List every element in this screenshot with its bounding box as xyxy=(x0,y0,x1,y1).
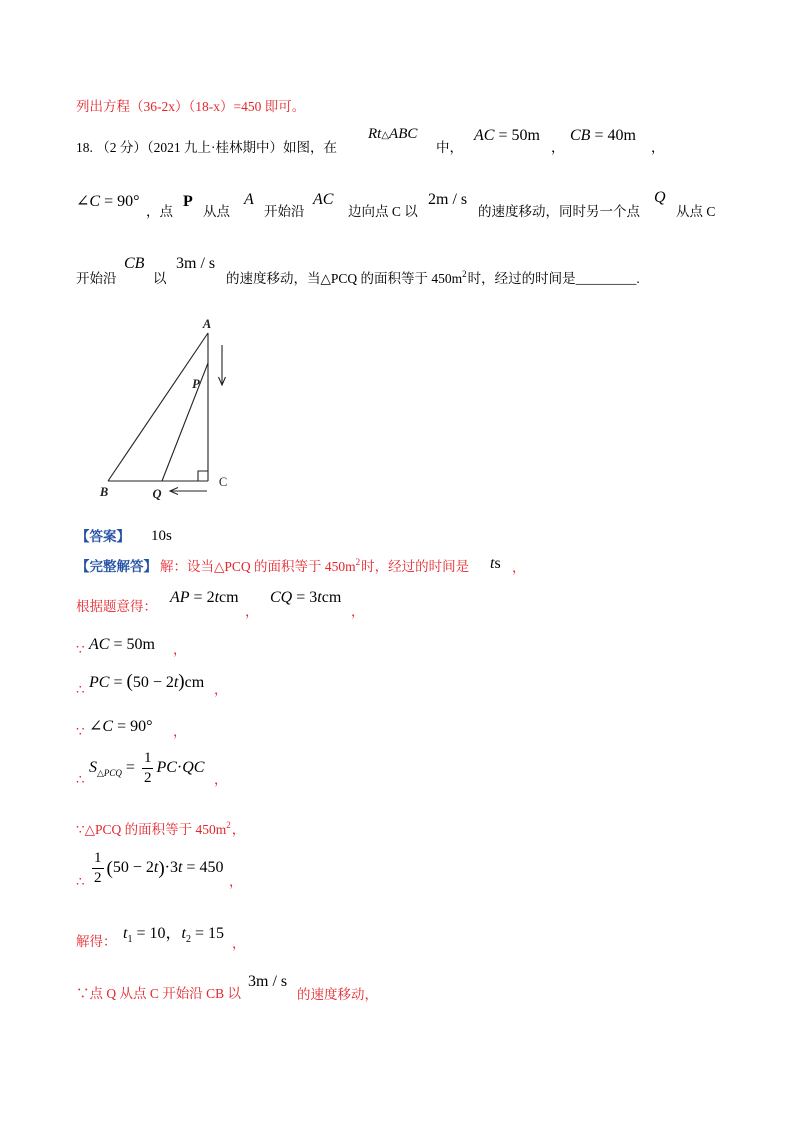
math-value: = 50m xyxy=(109,636,155,653)
math-value: = 3 xyxy=(292,589,318,606)
fraction-one-half xyxy=(142,751,154,786)
fraction-one-half xyxy=(92,851,104,886)
math-value: 50 − 2 xyxy=(132,674,174,691)
math-var-t: t xyxy=(317,589,322,606)
math-unit-cm: cm xyxy=(219,589,239,606)
punctuation-comma: ， xyxy=(232,936,246,951)
angle-symbol: ∠ xyxy=(89,718,103,735)
label-point-a: A xyxy=(202,317,212,331)
punctuation-comma: ， xyxy=(231,822,246,837)
superscript-2: 2 xyxy=(462,269,467,279)
punctuation-comma: ， xyxy=(173,642,187,657)
segment-ab xyxy=(108,333,208,481)
label-point-p: P xyxy=(192,377,200,391)
math-value: = 90° xyxy=(113,718,153,735)
fraction-numerator: 1 xyxy=(142,751,154,769)
therefore-symbol: ∴ xyxy=(76,874,85,889)
math-area-equation xyxy=(89,850,223,886)
question-text: 从点 xyxy=(203,204,230,219)
math-unit-cm: cm xyxy=(321,589,342,606)
superscript-2: 2 xyxy=(226,820,231,830)
triangle-symbol: △ xyxy=(381,130,390,141)
math-var-cq: CQ xyxy=(270,589,293,606)
fraction-numerator: 1 xyxy=(92,851,104,869)
right-angle-mark xyxy=(198,471,208,481)
solution-text: 根据题意得： xyxy=(76,599,157,614)
question-text: 开始沿 xyxy=(264,204,305,219)
question-text: 的速度移动，当△PCQ 的面积等于 450m xyxy=(226,271,463,286)
punctuation-comma: ， xyxy=(651,140,665,155)
label-point-b: B xyxy=(99,485,109,499)
math-var-c: C xyxy=(102,718,114,735)
math-value: = 10， xyxy=(132,925,182,942)
math-value: 50 − 2 xyxy=(112,859,154,876)
math-var-cb: CB xyxy=(570,127,591,144)
math-value: = 2 xyxy=(189,589,215,606)
solution-step-7 xyxy=(76,820,246,837)
math-point-q: Q xyxy=(654,189,666,206)
because-symbol: ∵ xyxy=(76,642,85,657)
math-equals: = xyxy=(109,674,127,691)
solution-text: 解得： xyxy=(76,934,117,949)
solution-text: 的速度移动， xyxy=(297,987,378,1002)
question-prompt xyxy=(226,269,640,286)
math-segment-ac: AC xyxy=(313,191,334,208)
math-var-t: t xyxy=(181,925,186,942)
math-var-t: t xyxy=(173,674,179,691)
math-var-s: S xyxy=(89,759,97,776)
math-var-ac: AC xyxy=(474,127,495,144)
solution-text: ∵△PCQ 的面积等于 450m xyxy=(76,822,227,837)
math-time-ts xyxy=(490,556,501,572)
punctuation-comma: ， xyxy=(351,604,365,619)
triangle-figure xyxy=(90,310,250,510)
solution-step-1 xyxy=(160,557,470,574)
punctuation-comma: ， xyxy=(173,724,187,739)
label-point-c: C xyxy=(218,475,228,489)
math-point-p: P xyxy=(183,193,193,210)
math-unit-s: s xyxy=(494,555,501,572)
superscript-2: 2 xyxy=(355,557,361,567)
question-text: 边向点 C 以 xyxy=(348,204,418,219)
punctuation-comma: ， xyxy=(229,874,243,889)
math-value-90-degrees: = 90° xyxy=(100,193,140,210)
math-solutions xyxy=(123,925,224,945)
math-value: ·3 xyxy=(164,859,178,876)
math-cq-equation xyxy=(270,590,341,606)
question-text: 以 xyxy=(153,271,167,286)
left-parenthesis: ( xyxy=(106,857,113,879)
math-speed-q: 3m / s xyxy=(176,255,216,272)
answer-blank: _________ xyxy=(575,271,637,286)
punctuation-comma: ， xyxy=(214,682,228,697)
punctuation-comma: ， xyxy=(551,140,565,155)
math-equals: = xyxy=(121,759,139,776)
right-parenthesis: ) xyxy=(158,857,165,879)
therefore-symbol: ∴ xyxy=(76,682,85,697)
question-text: 开始沿 xyxy=(76,271,117,286)
math-var-qc: QC xyxy=(182,759,205,776)
punctuation-comma: ， xyxy=(512,560,526,575)
math-dot: · xyxy=(176,759,183,776)
math-var-ap: AP xyxy=(170,589,190,606)
math-var-ac: AC xyxy=(89,636,110,653)
math-var-t: t xyxy=(177,859,183,876)
math-var-pc: PC xyxy=(89,674,110,691)
math-pc-equation xyxy=(89,672,204,691)
math-ap-equation xyxy=(170,590,239,606)
math-var-t: t xyxy=(490,555,495,572)
math-value: = 15 xyxy=(190,925,224,942)
answer-label: 【答案】 xyxy=(76,529,130,544)
math-angle-c xyxy=(76,194,140,210)
solution-text: 时，经过的时间是 xyxy=(361,559,470,574)
question-text-zhong: 中， xyxy=(436,140,463,155)
math-value-40m: = 40m xyxy=(590,127,636,144)
answer-value: 10s xyxy=(151,528,172,544)
question-header: 18. （2 分）（2021 九上·桂林期中）如图，在 xyxy=(76,140,337,155)
label-point-q: Q xyxy=(152,487,162,501)
math-value: = 450 xyxy=(182,859,224,876)
subscript-triangle-pcq: △PCQ xyxy=(97,767,122,778)
question-text: 从点 C xyxy=(676,204,716,219)
math-unit-cm: cm xyxy=(184,674,205,691)
math-var-t: t xyxy=(214,589,220,606)
segment-pq xyxy=(162,363,208,481)
fraction-denominator: 2 xyxy=(94,869,102,886)
solution-label: 【完整解答】 xyxy=(76,559,157,574)
question-end-period: . xyxy=(636,271,640,286)
punctuation-comma: ， xyxy=(214,772,228,787)
math-var-t: t xyxy=(153,859,159,876)
math-ac-length xyxy=(89,637,155,653)
previous-solution-conclusion: 列出方程（36-2x）（18-x）=450 即可。 xyxy=(76,99,306,114)
math-right-triangle-abc xyxy=(368,127,417,142)
math-point-a: A xyxy=(244,191,254,208)
solution-text: ∵点 Q 从点 C 开始沿 CB 以 xyxy=(76,986,242,1001)
math-speed-p: 2m / s xyxy=(428,191,468,208)
math-speed-q: 3m / s xyxy=(248,973,288,990)
math-var-pc: PC xyxy=(156,759,177,776)
math-rt: Rt xyxy=(368,126,382,142)
question-text: 时，经过的时间是 xyxy=(467,271,576,286)
subscript-1: 1 xyxy=(127,934,133,945)
math-var-c: C xyxy=(89,193,101,210)
math-var-t: t xyxy=(123,925,128,942)
question-text: ，点 xyxy=(146,204,173,219)
math-value-50m: = 50m xyxy=(494,127,540,144)
because-symbol: ∵ xyxy=(76,724,85,739)
punctuation-comma: ， xyxy=(245,604,259,619)
therefore-symbol: ∴ xyxy=(76,772,85,787)
subscript-2: 2 xyxy=(185,934,191,945)
math-segment-cb: CB xyxy=(124,255,145,272)
math-cb-length xyxy=(570,128,636,144)
math-area-formula xyxy=(89,750,204,786)
solution-text: 解：设当△PCQ 的面积等于 450m xyxy=(160,559,356,574)
math-abc: ABC xyxy=(389,126,418,142)
question-text: 的速度移动，同时另一个点 xyxy=(478,204,640,219)
fraction-denominator: 2 xyxy=(143,769,152,786)
right-parenthesis: ) xyxy=(178,671,185,692)
angle-symbol: ∠ xyxy=(76,193,90,210)
left-parenthesis: ( xyxy=(126,671,133,692)
math-angle-c xyxy=(89,719,153,735)
math-ac-length xyxy=(474,128,540,144)
